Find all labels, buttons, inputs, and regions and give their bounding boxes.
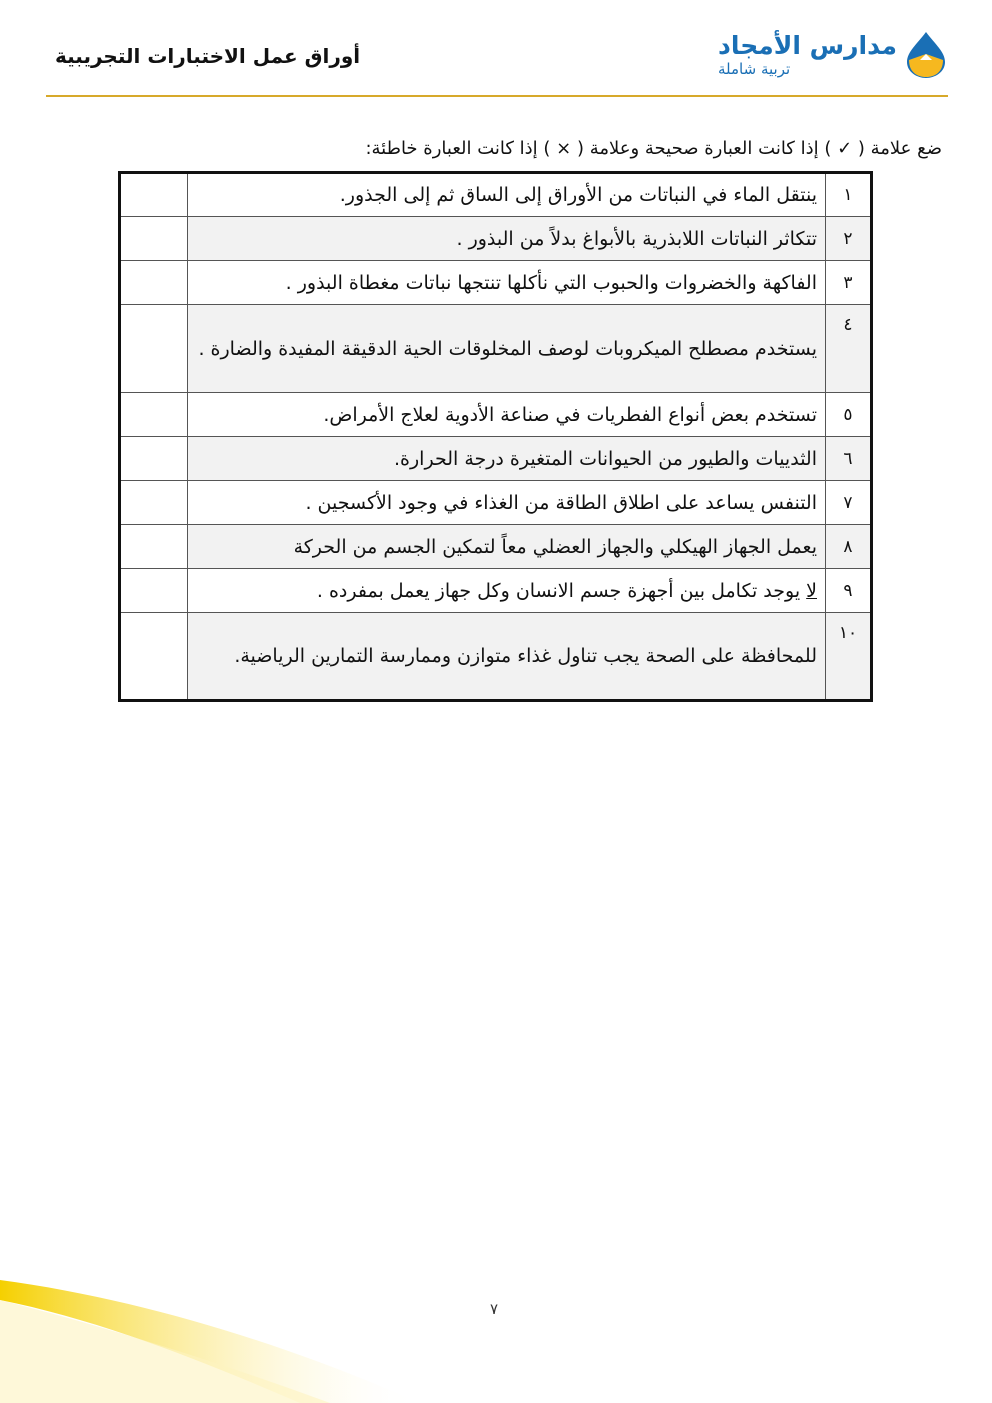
answer-cell[interactable] [120, 569, 188, 613]
answer-cell[interactable] [120, 305, 188, 393]
answer-cell[interactable] [120, 525, 188, 569]
true-false-table [118, 171, 873, 702]
answer-cell[interactable] [120, 613, 188, 701]
page-number: ٧ [490, 1300, 499, 1318]
instruction-text: ضع علامة ( ✓ ) إذا كانت العبارة صحيحة وعلامة ( × ) إذا كانت العبارة خاطئة: [365, 138, 942, 159]
answer-cell[interactable] [120, 437, 188, 481]
statement-text: يوجد تكامل بين أجهزة جسم الانسان وكل جهاز يعمل بمفرده . [316, 579, 807, 602]
underlined-negation: لا [806, 579, 817, 602]
answer-cell[interactable] [120, 481, 188, 525]
table-row [120, 481, 872, 525]
school-logo [718, 30, 947, 80]
row-number: ٦ [826, 437, 872, 481]
statement: التنفس يساعد على اطلاق الطاقة من الغذاء في وجود الأكسجين . [188, 481, 826, 525]
decorative-swoosh [0, 1240, 992, 1403]
statement: للمحافظة على الصحة يجب تناول غذاء متوازن وممارسة التمارين الرياضية. [188, 613, 826, 701]
table-row [120, 261, 872, 305]
table-row [120, 525, 872, 569]
logo-drop-icon [905, 30, 947, 80]
row-number: ١٠ [826, 613, 872, 701]
row-number: ٤ [826, 305, 872, 393]
statement: يستخدم مصطلح الميكروبات لوصف المخلوقات الحية الدقيقة المفيدة والضارة . [188, 305, 826, 393]
statement: ينتقل الماء في النباتات من الأوراق إلى الساق ثم إلى الجذور. [188, 173, 826, 217]
table-row [120, 437, 872, 481]
header-divider [46, 95, 948, 97]
statement [188, 569, 826, 613]
logo-tagline: تربية شاملة [718, 60, 791, 78]
table-row [120, 613, 872, 701]
row-number: ٧ [826, 481, 872, 525]
row-number: ٥ [826, 393, 872, 437]
table-row [120, 305, 872, 393]
statement: تستخدم بعض أنواع الفطريات في صناعة الأدوية لعلاج الأمراض. [188, 393, 826, 437]
row-number: ٩ [826, 569, 872, 613]
answer-cell[interactable] [120, 217, 188, 261]
statement: يعمل الجهاز الهيكلي والجهاز العضلي معاً لتمكين الجسم من الحركة [188, 525, 826, 569]
document-title: أوراق عمل الاختبارات التجريبية [55, 44, 361, 68]
logo-name: مدارس الأمجاد [718, 31, 897, 60]
row-number: ٣ [826, 261, 872, 305]
row-number: ٢ [826, 217, 872, 261]
statement: تتكاثر النباتات اللابذرية بالأبواغ بدلاً من البذور . [188, 217, 826, 261]
answer-cell[interactable] [120, 261, 188, 305]
table-row [120, 393, 872, 437]
table-row [120, 173, 872, 217]
table-row [120, 569, 872, 613]
statement: الفاكهة والخضروات والحبوب التي نأكلها تنتجها نباتات مغطاة البذور . [188, 261, 826, 305]
row-number: ١ [826, 173, 872, 217]
answer-cell[interactable] [120, 393, 188, 437]
table-row [120, 217, 872, 261]
answer-cell[interactable] [120, 173, 188, 217]
row-number: ٨ [826, 525, 872, 569]
statement: الثدييات والطيور من الحيوانات المتغيرة درجة الحرارة. [188, 437, 826, 481]
